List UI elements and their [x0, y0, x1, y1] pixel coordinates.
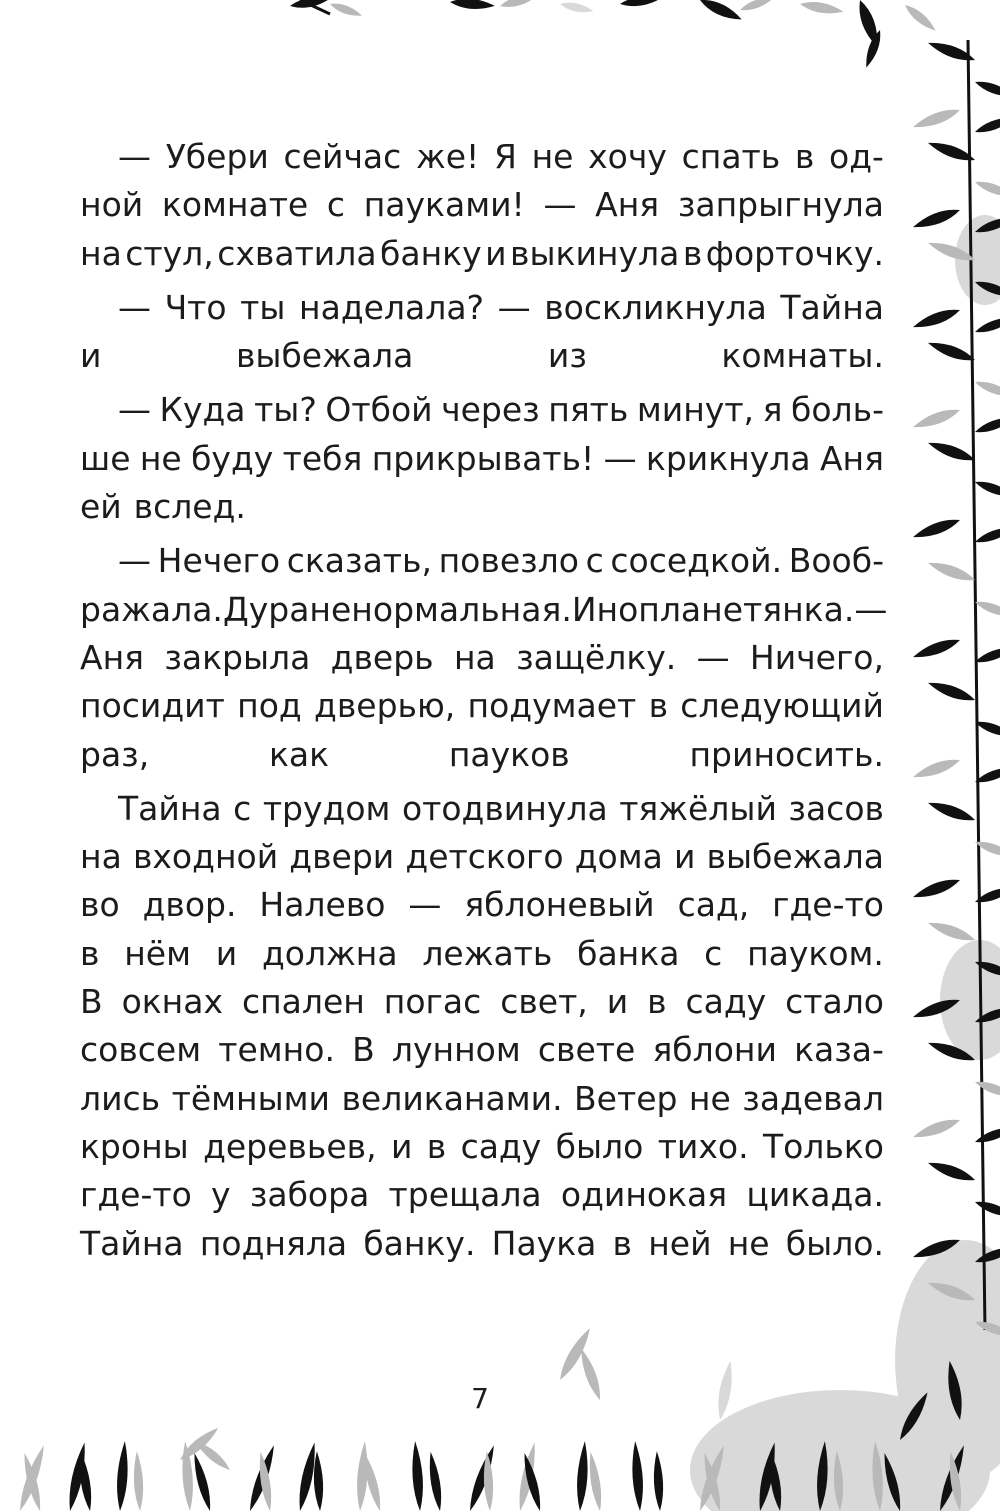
word: —	[118, 390, 151, 430]
text-line	[80, 284, 884, 332]
word: сад,	[677, 885, 750, 925]
word: в	[647, 982, 667, 1022]
word: было.	[785, 1223, 884, 1263]
word: Инопланетянка.	[571, 589, 855, 629]
word: —	[543, 185, 577, 225]
word: буду	[191, 438, 274, 478]
word: окнах	[121, 982, 224, 1022]
leaf-shape	[911, 1115, 962, 1142]
word: яблони	[652, 1030, 777, 1070]
leaf-shape	[586, 1451, 604, 1511]
word: Аня	[80, 637, 145, 677]
leaf-shape	[973, 883, 1000, 906]
word: с	[233, 788, 252, 828]
leaf-shape	[973, 1198, 1000, 1221]
text-line	[80, 634, 884, 682]
word: —	[603, 438, 637, 478]
word: в	[80, 933, 100, 973]
word: цикада.	[746, 1175, 884, 1215]
word: Отбой	[325, 390, 433, 430]
word: —	[118, 541, 151, 581]
leaf-shape	[973, 598, 1000, 621]
word: минут,	[636, 390, 755, 430]
text-line	[80, 731, 884, 779]
word: —	[408, 885, 442, 925]
leaf-shape	[739, 0, 776, 14]
leaf-shape	[115, 1441, 130, 1511]
text-line	[80, 332, 884, 380]
word: и	[390, 1126, 413, 1166]
word: боль-	[790, 390, 884, 430]
word: великанами.	[341, 1078, 563, 1118]
leaf-shape	[465, 1444, 498, 1511]
leaf-shape	[482, 1451, 494, 1511]
word: дома	[574, 837, 663, 877]
word: Я	[493, 137, 517, 176]
word: яблоневый	[464, 885, 655, 925]
word: сейчас	[283, 137, 402, 176]
word: в	[682, 233, 703, 273]
leaf-shape	[973, 313, 1000, 336]
word: пауками!	[363, 185, 525, 225]
word: комнаты.	[721, 336, 884, 376]
word: и	[606, 982, 629, 1022]
word: од-	[829, 137, 884, 176]
leaf-shape	[911, 405, 962, 432]
word: схватила	[217, 233, 377, 273]
word: одинокая	[560, 1175, 728, 1215]
leaf-shape	[619, 0, 662, 8]
word: с	[704, 933, 723, 973]
leaf-shape	[190, 1452, 214, 1511]
word: же!	[416, 137, 480, 176]
word: Нечего	[157, 541, 281, 581]
leaf-shape	[329, 0, 364, 19]
word: и	[80, 336, 102, 376]
leaf-shape	[911, 205, 962, 232]
word: на	[453, 637, 496, 677]
word: саду	[685, 982, 767, 1022]
text-line	[80, 537, 884, 585]
word: В	[352, 1030, 375, 1070]
text-line	[80, 386, 884, 434]
word: соседкой.	[610, 541, 783, 581]
word: крикнула	[645, 438, 811, 478]
leaf-shape	[450, 0, 496, 11]
text-line	[80, 1075, 884, 1123]
word: банка	[577, 933, 680, 973]
word: —	[696, 637, 730, 677]
leaf-shape	[911, 875, 962, 902]
word: Тайна	[780, 287, 884, 327]
leaf-shape	[926, 918, 977, 945]
word: трудом	[262, 788, 391, 828]
word: забора	[249, 1175, 370, 1215]
page-number: 7	[471, 1382, 489, 1415]
word: Вооб-	[788, 541, 884, 581]
word: Дура	[222, 589, 310, 629]
word: задевал	[742, 1078, 884, 1118]
word: с	[326, 185, 346, 225]
word: Только	[762, 1126, 884, 1166]
word: саду	[460, 1126, 542, 1166]
word: как	[268, 734, 330, 774]
word: кроны	[80, 1126, 189, 1166]
word: хочу	[588, 137, 667, 176]
leaf-shape	[973, 78, 1000, 101]
word: Паука	[491, 1223, 597, 1263]
text-line	[80, 483, 884, 531]
text-line	[80, 1220, 884, 1268]
leaf-shape	[426, 1451, 444, 1511]
word: тяжёлый	[619, 788, 777, 828]
text-line	[80, 930, 884, 978]
word: подумает	[467, 686, 637, 726]
word: защёлку.	[516, 637, 677, 677]
word: не	[531, 137, 574, 176]
leaf-shape	[973, 113, 1000, 136]
word: на	[80, 233, 122, 273]
leaf-shape	[410, 1441, 425, 1511]
leaf-shape	[973, 178, 1000, 201]
word: каза-	[794, 1030, 884, 1070]
leaf-shape	[559, 0, 594, 15]
leaf-shape	[911, 755, 962, 782]
word: должна	[261, 933, 398, 973]
word: в	[426, 1126, 447, 1166]
word: и	[485, 233, 507, 273]
word: ты	[240, 287, 286, 327]
word: тихо.	[657, 1126, 749, 1166]
word: выбежала	[235, 336, 414, 376]
leaf-shape	[926, 438, 977, 465]
word: и	[215, 933, 238, 973]
word: входной	[132, 837, 279, 877]
word: закрыла	[164, 637, 311, 677]
word: я	[762, 390, 783, 430]
word: в	[794, 137, 815, 176]
word: деревьев,	[203, 1126, 377, 1166]
word: и	[673, 837, 696, 877]
word: Что	[164, 287, 227, 327]
word: во	[80, 885, 120, 925]
word: лунном	[391, 1030, 521, 1070]
word: ражала.	[80, 589, 223, 629]
word: лись	[80, 1078, 161, 1118]
word: было	[555, 1126, 644, 1166]
word: раз,	[80, 734, 150, 774]
leaf-shape	[499, 0, 538, 10]
word: банку	[380, 233, 482, 273]
word: под	[237, 686, 302, 726]
word: отодвинула	[401, 788, 608, 828]
word: двор.	[142, 885, 237, 925]
word: повезло	[438, 541, 579, 581]
word: из	[547, 336, 587, 376]
word: не	[139, 438, 182, 478]
leaf-shape	[911, 515, 962, 542]
word: следующий	[680, 686, 884, 726]
word: Тайна	[80, 1223, 184, 1263]
word: через	[441, 390, 540, 430]
word: совсем	[80, 1030, 202, 1070]
text-line	[80, 682, 884, 730]
leaf-shape	[132, 1451, 144, 1511]
leaf-shape	[973, 1078, 1000, 1101]
text-line	[80, 1123, 884, 1171]
word: лежать	[422, 933, 553, 973]
word: спален	[241, 982, 365, 1022]
word: темно.	[218, 1030, 335, 1070]
word: Аня	[595, 185, 660, 225]
word: Убери	[165, 137, 269, 176]
word: Тайна	[118, 788, 222, 828]
word: пауков	[448, 734, 570, 774]
word: Ничего,	[749, 637, 884, 677]
word: —	[497, 287, 531, 327]
body-text	[80, 133, 888, 1268]
word: ше	[80, 438, 131, 478]
word: свет,	[500, 982, 588, 1022]
word: Куда	[159, 390, 246, 430]
word: спать	[681, 137, 781, 176]
leaf-shape	[973, 523, 1000, 546]
leaf-shape	[926, 1158, 977, 1185]
text-line	[80, 181, 884, 229]
text-line	[80, 230, 884, 278]
word: у	[211, 1175, 231, 1215]
word: трещала	[388, 1175, 542, 1215]
word: ней	[648, 1223, 712, 1263]
word: детского	[405, 837, 564, 877]
word: В	[80, 982, 103, 1022]
word: выкинула	[510, 233, 680, 273]
word: стало	[785, 982, 884, 1022]
text-line	[80, 785, 884, 833]
leaf-shape	[926, 338, 977, 365]
word: где-то	[772, 885, 884, 925]
word: наделала?	[299, 287, 485, 327]
text-line	[80, 1171, 884, 1219]
word: Ветер	[574, 1078, 678, 1118]
word: в	[648, 686, 669, 726]
word: Аня	[819, 438, 884, 478]
leaf-shape	[926, 798, 977, 825]
word: форточку.	[705, 233, 884, 273]
word: на	[80, 837, 122, 877]
word: тёмными	[171, 1078, 331, 1118]
word: засов	[788, 788, 884, 828]
leaf-shape	[973, 1123, 1000, 1146]
word: стул,	[125, 233, 214, 273]
word: не	[688, 1078, 731, 1118]
leaf-shape	[973, 378, 1000, 401]
text-line	[80, 435, 884, 483]
word: с	[585, 541, 604, 581]
leaf-shape	[575, 1441, 590, 1511]
leaf-shape	[630, 1441, 645, 1511]
word: Налево	[259, 885, 386, 925]
word: дверь	[330, 637, 434, 677]
word: приносить.	[689, 734, 884, 774]
text-line	[80, 833, 884, 881]
leaf-shape	[289, 0, 330, 10]
text-line	[80, 586, 888, 634]
word: пять	[548, 390, 629, 430]
word: прикрывать!	[371, 438, 595, 478]
word: ты?	[254, 390, 317, 430]
leaf-shape	[698, 0, 744, 24]
leaf-shape	[973, 478, 1000, 501]
word: где-то	[80, 1175, 192, 1215]
word: ной	[80, 185, 144, 225]
text-line	[80, 978, 884, 1026]
word: банку.	[363, 1223, 476, 1263]
word: дверью,	[314, 686, 456, 726]
word: пауком.	[747, 933, 884, 973]
word: двери	[289, 837, 395, 877]
word: в	[612, 1223, 632, 1263]
word: вслед.	[133, 487, 246, 527]
leaf-shape	[926, 558, 977, 585]
word: свете	[537, 1030, 636, 1070]
word: комнате	[161, 185, 309, 225]
leaf-shape	[652, 1451, 664, 1511]
leaf-shape	[911, 305, 962, 332]
word: тебя	[282, 438, 363, 478]
word: нём	[124, 933, 191, 973]
word: —	[118, 287, 151, 327]
word: ненормальная.	[309, 589, 572, 629]
word: —	[854, 589, 888, 629]
word: запрыгнула	[677, 185, 884, 225]
word: не	[727, 1223, 770, 1263]
text-line	[80, 133, 884, 181]
leaf-shape	[973, 413, 1000, 436]
word: посидит	[80, 686, 225, 726]
leaf-shape	[902, 2, 938, 35]
word: —	[118, 137, 151, 176]
word: сказать,	[286, 541, 432, 581]
word: ей	[80, 487, 122, 527]
leaf-shape	[799, 0, 844, 17]
word: воскликнула	[544, 287, 767, 327]
word: погас	[383, 982, 482, 1022]
word: выбежала	[706, 837, 884, 877]
leaf-shape	[926, 678, 977, 705]
leaf-shape	[911, 635, 962, 662]
text-line	[80, 881, 884, 929]
leaf-shape	[911, 105, 962, 132]
text-line	[80, 1026, 884, 1074]
word: подняла	[199, 1223, 348, 1263]
